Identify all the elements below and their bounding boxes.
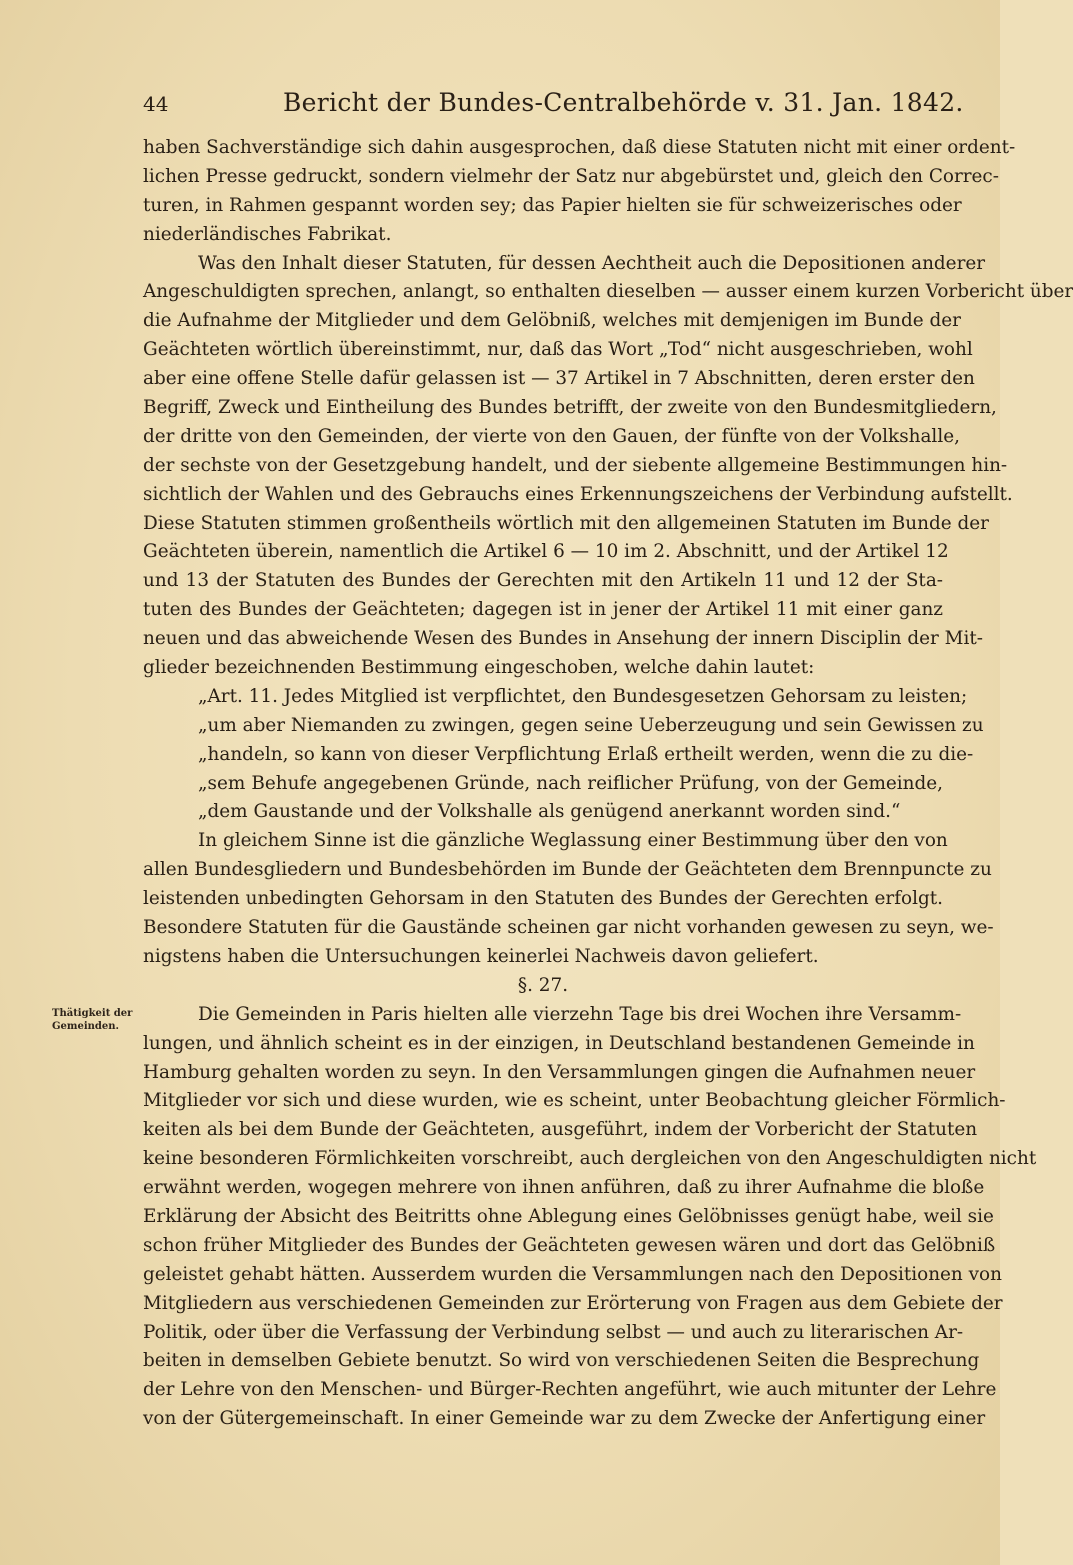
quote-line: „dem Gaustande und der Volkshalle als genügend anerkannt worden sind.“: [198, 801, 901, 823]
text-line: Begriff, Zweck und Eintheilung des Bundes betrifft, der zweite von den Bundesmitgliedern,: [143, 397, 997, 419]
text-line: der dritte von den Gemeinden, der vierte von den Gauen, der fünfte von der Volkshalle,: [143, 425, 960, 447]
text-line: beiten in demselben Gebiete benutzt. So wird von verschiedenen Seiten die Besprechung: [143, 1350, 980, 1372]
text-line: aber eine offene Stelle dafür gelassen ist — 37 Artikel in 7 Abschnitten, deren erster den: [143, 368, 975, 390]
text-line: Angeschuldigten sprechen, anlangt, so enthalten dieselben — ausser einem kurzen Vorbericht über: [143, 281, 1073, 303]
text-line: und 13 der Statuten des Bundes der Gerechten mit den Artikeln 11 und 12 der Sta-: [143, 570, 943, 592]
marginal-note: Thätigkeit der Gemeinden.: [52, 1008, 133, 1032]
text-line: In gleichem Sinne ist die gänzliche Weglassung einer Bestimmung über den von: [198, 830, 948, 852]
text-line: allen Bundesgliedern und Bundesbehörden im Bunde der Geächteten dem Brennpuncte zu: [143, 859, 992, 881]
text-line: keiten als bei dem Bunde der Geächteten, ausgeführt, indem der Vorbericht der Statuten: [143, 1119, 978, 1141]
text-line: Was den Inhalt dieser Statuten, für dessen Aechtheit auch die Depositionen anderer: [198, 252, 986, 274]
text-line: von der Gütergemeinschaft. In einer Gemeinde war zu dem Zwecke der Anfertigung einer: [143, 1408, 986, 1430]
text-line: Erklärung der Absicht des Beitritts ohne Ablegung eines Gelöbnisses genügt habe, weil sie: [143, 1205, 994, 1227]
text-line: Geächteten überein, namentlich die Artikel 6 — 10 im 2. Abschnitt, und der Artikel 12: [143, 541, 949, 563]
text-line: Die Gemeinden in Paris hielten alle vierzehn Tage bis drei Wochen ihre Versamm-: [198, 1003, 962, 1025]
quote-line: „Art. 11. Jedes Mitglied ist verpflichtet, den Bundesgesetzen Gehorsam zu leisten;: [198, 685, 968, 707]
text-line: nigstens haben die Untersuchungen keinerlei Nachweis davon geliefert.: [143, 945, 819, 967]
text-line: haben Sachverständige sich dahin ausgesprochen, daß diese Statuten nicht mit einer ordent-: [143, 137, 1016, 158]
text-line: sichtlich der Wahlen und des Gebrauchs eines Erkennungszeichens der Verbindung aufstellt.: [143, 483, 1013, 505]
text-line: tuten des Bundes der Geächteten; dagegen ist in jener der Artikel 11 mit einer ganz: [143, 599, 943, 621]
text-line: die Aufnahme der Mitglieder und dem Gelöbniß, welches mit demjenigen im Bunde der: [143, 310, 961, 332]
text-line: keine besonderen Förmlichkeiten vorschreibt, auch dergleichen von den Angeschuldigten nicht: [143, 1148, 1037, 1170]
text-line: lichen Presse gedruckt, sondern vielmehr der Satz nur abgebürstet und, gleich den Correc-: [143, 165, 999, 187]
text-line: glieder bezeichnenden Bestimmung eingeschoben, welche dahin lautet:: [143, 657, 815, 679]
text-line: der sechste von der Gesetzgebung handelt, und der siebente allgemeine Bestimmungen hin-: [143, 454, 1008, 476]
text-line: schon früher Mitglieder des Bundes der Geächteten gewesen wären und dort das Gelöbniß: [143, 1234, 996, 1256]
body-text: [143, 134, 1073, 1434]
text-line: Mitgliedern aus verschiedenen Gemeinden zur Erörterung von Fragen aus dem Gebiete der: [143, 1292, 1003, 1314]
section-heading: §. 27.: [517, 974, 569, 996]
text-line: Mitglieder vor sich und diese wurden, wie es scheint, unter Beobachtung gleicher Förmlich-: [143, 1090, 1006, 1112]
text-line: neuen und das abweichende Wesen des Bundes in Ansehung der innern Disciplin der Mit-: [143, 628, 983, 650]
text-line: der Lehre von den Menschen- und Bürger-Rechten angeführt, wie auch mitunter der Lehre: [143, 1379, 997, 1401]
quote-line: „um aber Niemanden zu zwingen, gegen seine Ueberzeugung und sein Gewissen zu: [198, 714, 984, 736]
text-line: Diese Statuten stimmen großentheils wörtlich mit den allgemeinen Statuten im Bunde der: [143, 512, 989, 534]
text-line: Besondere Statuten für die Gaustände scheinen gar nicht vorhanden gewesen zu seyn, we-: [143, 917, 994, 939]
text-line: erwähnt werden, wogegen mehrere von ihnen anführen, daß zu ihrer Aufnahme die bloße: [143, 1177, 985, 1199]
text-line: Geächteten wörtlich übereinstimmt, nur, daß das Wort „Tod“ nicht ausgeschrieben, wohl: [143, 339, 973, 361]
text-line: Politik, oder über die Verfassung der Verbindung selbst — und auch zu literarischen Ar-: [143, 1321, 964, 1343]
running-title: Bericht der Bundes-Centralbehörde v. 31. Jan. 1842.: [283, 88, 964, 117]
page-number: 44: [143, 92, 169, 116]
text-line: leistenden unbedingten Gehorsam in den Statuten des Bundes der Gerechten erfolgt.: [143, 888, 943, 910]
quote-line: „sem Behufe angegebenen Gründe, nach reiflicher Prüfung, von der Gemeinde,: [198, 772, 943, 794]
text-line: geleistet gehabt hätten. Ausserdem wurden die Versammlungen nach den Depositionen von: [143, 1263, 1002, 1285]
text-line: turen, in Rahmen gespannt worden sey; das Papier hielten sie für schweizerisches oder: [143, 194, 962, 216]
page-header: [143, 86, 964, 120]
text-line: Hamburg gehalten worden zu seyn. In den Versammlungen gingen die Aufnahmen neuer: [143, 1061, 976, 1083]
text-line: lungen, und ähnlich scheint es in der einzigen, in Deutschland bestandenen Gemeinde in: [143, 1032, 975, 1054]
quote-line: „handeln, so kann von dieser Verpflichtung Erlaß ertheilt werden, wenn die zu die-: [198, 743, 974, 765]
text-line: niederländisches Fabrikat.: [143, 223, 392, 245]
